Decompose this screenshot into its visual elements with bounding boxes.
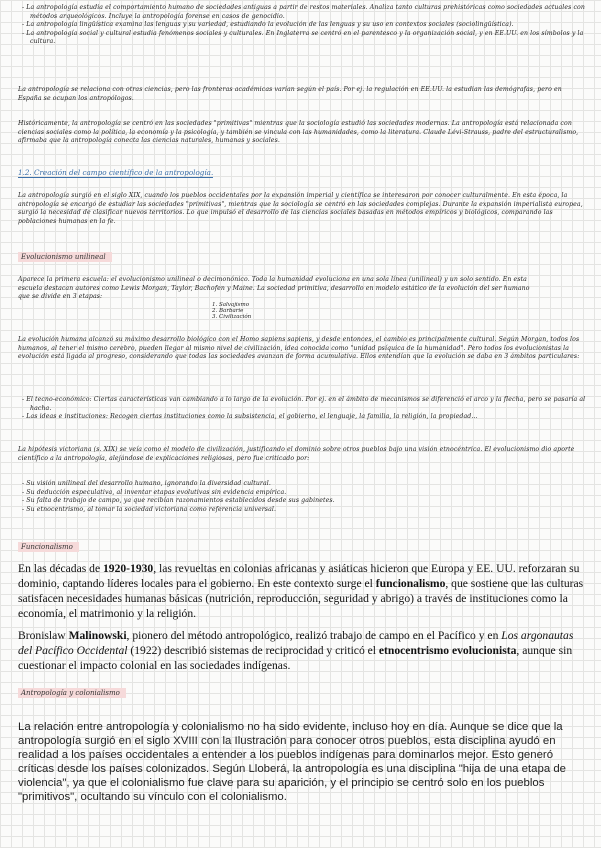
critica-item: - Su falta de trabajo de campo, ya que recibían razonamientos establecidos desde sus gabinetes. [22,497,335,505]
paragraph-evolucionismo-1 [18,276,538,302]
intro-bullets [18,4,586,47]
paragraph-text: La antropología surgió en el siglo XIX, cuando los pueblos occidentales por la expansión imperial y científica se interesaron por conocer culturalmente. En esta época, la antropología se encargó de estudiar las sociedades "primitivas", mientras que la sociología se centró en las sociedades complejas. Durante la expansión imperialista europea, surgió la necesidad de clasificar nuevos territorios. Lo que impulsó el desarrollo de las ciencias sociales basadas en métodos empíricos y biológicos, comparando las poblaciones humanas en la fe. [18,192,583,225]
paragraph-creacion [18,192,586,226]
text-span: En las décadas de [18,562,103,575]
paragraph-text: La evolución humana alcanzó su máximo desarrollo biológico con el Homo sapiens sapiens, y desde entonces, el cambio es principalmente cultural. Según Morgan, todos los humanos, al tener el mismo cerebro, pueden llegar al mismo nivel de civilización, idea conocida como "unidad psíquica de la humanidad". Pero todos los evolucionistas la evolución está ligada al progreso, considerando que todas las sociedades avanzan de forma acumulativa. Ellos entendían que la evolución se daba en 3 ámbitos particulares: [18,336,580,361]
paragraph-evolucionismo-2 [18,336,586,362]
paragraph-text: Aparece la primera escuela: el evolucionismo unilineal o decimonónico. Toda la humanidad evoluciona en una sola línea (unilineal) y un solo sentido. En esta escuela destacan autores como Lewis Morgan, Taylor, Bachofen y Maine. La sociedad primitiva, desarrollo en modelo estático de la evolución del ser humano que se divide en 3 etapas: [18,276,530,301]
heading-evolucionismo: Evolucionismo unilineal [18,252,112,262]
paragraph-funcionalismo-1 [18,561,586,621]
text-span: (1922) describió sistemas de reciprocidad y criticó el [127,644,379,657]
intro-bullet: - La antropología lingüística examina las lenguas y su variedad, estudiando la evolución de las lenguas y su uso en contextos sociales (sociolingüística). [22,21,514,29]
critica-item: - Su etnocentrismo, al tomar la sociedad victoriana como referencia universal. [22,505,277,513]
paragraph-colonialismo [18,709,586,816]
paragraph-other-sciences [18,86,586,103]
ambito-item: - Las ideas e instituciones: Recogen ciertas instituciones como la subsistencia, el gobierno, el lenguaje, la familia, la religión, la propiedad... [22,413,478,421]
bold-years: 1920-1930 [102,562,154,575]
ambitos-list [18,396,586,422]
bold-term: etnocentrismo evolucionista [378,644,517,657]
critica-item: - Su visión unilineal del desarrollo humano, ignorando la diversidad cultural. [22,480,271,487]
paragraph-text: La relación entre antropología y colonialismo no ha sido evidente, incluso hoy en día. Aunque se dice que la antropología surgió en el siglo XVIII con la Ilustración para conocer otros pueblos, esta disciplina ayudó en realidad a los países occidentales a entender a los pueblos indígenas para dominarlos mejor. Esto generó críticas desde los países colonizados. Según Lloberá, la antropología es una disciplina "hija de una etapa de violencia", ya que el colonialismo fue clave para su aparición, y el principio se centró solo en los pueblos "primitivos", ocultando su vínculo con el colonialismo. [18,721,566,804]
text-span: , que sostiene que las culturas satisfacen necesidades humanas básicas (nutrición, reproducción, seguridad y abrigo) a través de instituciones como la economía, el matrimonio y la religión. [18,577,584,620]
paragraph-text: La antropología se relaciona con otras ciencias, pero las fronteras académicas varían según el país. Por ej. la regulación en EE.UU. la estudian las demógrafas, pero en España se ocupan los antropólogos. [18,86,562,102]
stage-item: 1. Salvajismo [212,302,250,308]
paragraph-text [18,628,586,673]
intro-bullet: - La antropología social y cultural estudia fenómenos sociales y culturales. En Inglaterra se centró en el parentesco y la organización social, y en EE.UU. en los símbolos y la cultura. [22,29,584,46]
bold-term: funcionalismo [375,577,446,590]
paragraph-text: Históricamente, la antropología se centró en las sociedades "primitivas" mientras que la sociología estudió las sociedades modernas. La antropología está relacionada con ciencias sociales como la política, la economía y la psicología, y también se vincula con las humanidades, como la literatura. Claude Lévi-Strauss, padre del estructuralismo, afirmaba que la antropología conecta las ciencias naturales, humanas y sociales. [18,120,579,145]
stages-list [212,302,251,320]
book-title: Los argonautas del Pacífico Occidental [18,629,574,657]
section-heading-creacion: 1.2. Creación del campo científico de la antropología. [18,168,214,177]
critica-item: - Su deducción especulativa, al inventar etapas evolutivas sin evidencia empírica. [22,488,287,496]
paragraph-text [18,561,586,621]
bold-author: Malinowski [68,629,127,642]
heading-funcionalismo: Funcionalismo [18,542,79,552]
stage-item: 2. Barbarie [212,308,244,314]
stage-item: 3. Civilización [212,314,252,320]
criticas-list [18,480,586,514]
text-span: , pionero del método antropológico, realizó trabajo de campo en el Pacífico y en [126,629,502,642]
paragraph-evolucionismo-3 [18,446,586,463]
text-span: , aunque sin cuestionar el impacto colonial en las sociedades indígenas. [18,644,573,672]
ambito-item: - El tecno-económico: Ciertas características van cambiando a lo largo de la evolución. Por ej. en el ámbito de mecanismos se diferenció el arco y la flecha, pero se pasaría al hacha. [22,396,586,412]
heading-antropologia-colonialismo: Antropología y colonialismo [18,688,126,698]
text-span: Bronislaw [18,629,69,642]
paragraph-text: La hipótesis victoriana (s. XIX) se veía como el modelo de civilización, justificando el dominio sobre otros pueblos bajo una visión etnocéntrica. El evolucionismo dio aporte científico a la antropología, alejándose de explicaciones religiosas, pero fue criticado por: [18,446,575,462]
paragraph-funcionalismo-2 [18,628,586,673]
paragraph-historical [18,120,586,146]
text-span: , las revueltas en colonias africanas y asiáticas hicieron que Europa y EE. UU. reforzaran su dominio, captando líderes locales para el gobierno. En este contexto surge el [18,562,580,590]
intro-bullet: - La antropología estudia el comportamiento humano de sociedades antiguas a partir de restos materiales. Analiza tanto culturas prehistóricas como sociedades actuales con métodos arqueológicos. Incluye la antropología forense en casos de genocidio. [22,4,585,20]
